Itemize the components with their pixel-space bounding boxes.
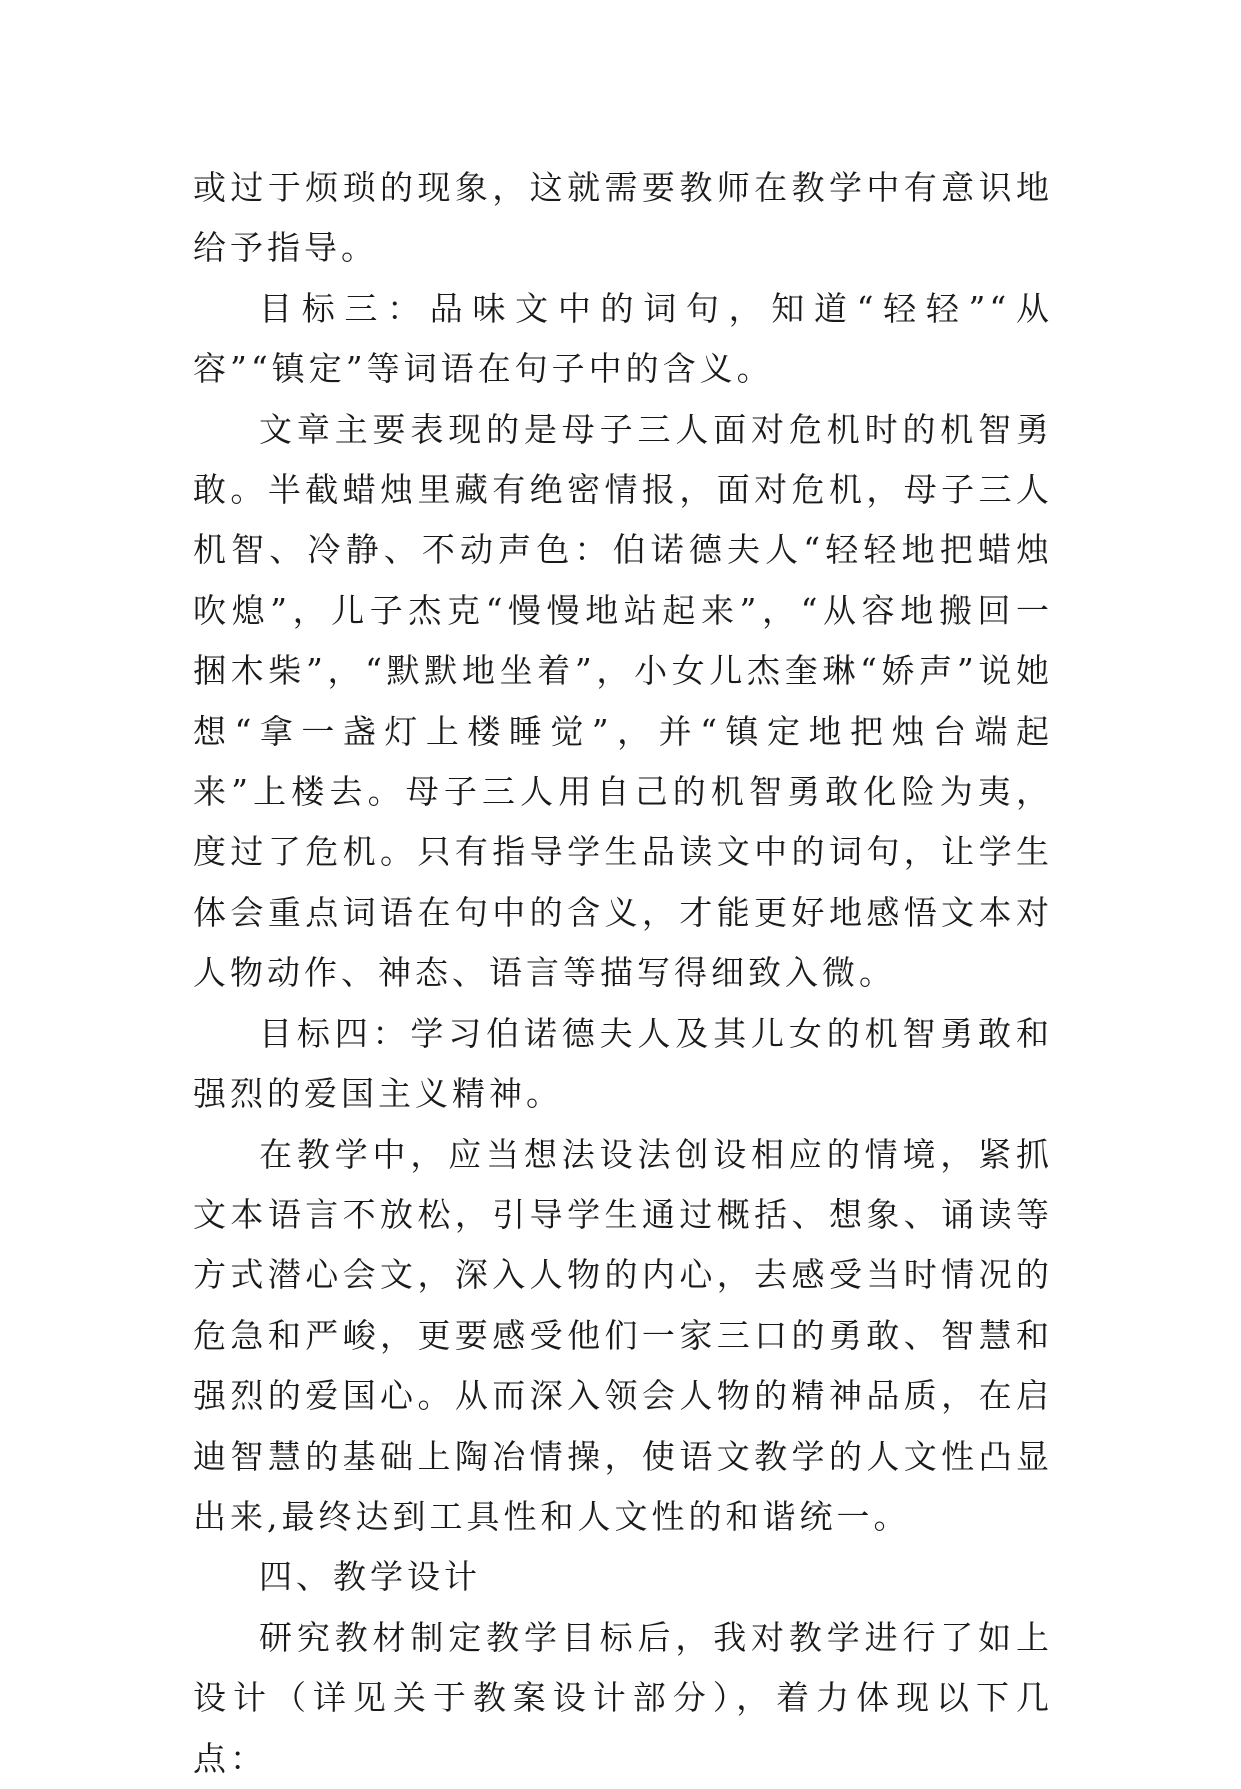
paragraph-teaching-design: 研究教材制定教学目标后，我对教学进行了如上设计（详见关于教案设计部分），着力体现以下几点： xyxy=(193,1617,1053,1778)
section-heading-teaching-design: 四、教学设计 xyxy=(259,1557,481,1597)
paragraph-goal-four: 目标四：学习伯诺德夫人及其儿女的机智勇敢和强烈的爱国主义精神。 xyxy=(193,1013,1053,1114)
paragraph-goal-three: 目标三：品味文中的词句，知道“轻轻”“从容”“镇定”等词语在句子中的含义。 xyxy=(193,288,1053,389)
paragraph-goal-four-explanation: 在教学中，应当想法设法创设相应的情境，紧抓文本语言不放松，引导学生通过概括、想象、诵读等方式潜心会文，深入人物的内心，去感受当时情况的危急和严峻，更要感受他们一家三口的勇敢、智慧和强烈的爱国心。从而深入领会人物的精神品质，在启迪智慧的基础上陶冶情操，使语文教学的人文性凸显出来,最终达到工具性和人文性的和谐统一。 xyxy=(193,1134,1053,1536)
document-body xyxy=(193,158,1053,1789)
paragraph-guidance-end: 或过于烦琐的现象，这就需要教师在教学中有意识地给予指导。 xyxy=(193,168,1053,268)
paragraph-goal-three-explanation: 文章主要表现的是母子三人面对危机时的机智勇敢。半截蜡烛里藏有绝密情报，面对危机，母子三人机智、冷静、不动声色：伯诺德夫人“轻轻地把蜡烛吹熄”，儿子杰克“慢慢地站起来”，“从容地搬回一捆木柴”，“默默地坐着”，小女儿杰奎琳“娇声”说她想“拿一盏灯上楼睡觉”，并“镇定地把烛台端起来”上楼去。母子三人用自己的机智勇敢化险为夷，度过了危机。只有指导学生品读文中的词句，让学生体会重点词语在句中的含义，才能更好地感悟文本对人物动作、神态、语言等描写得细致入微。 xyxy=(193,409,1053,993)
